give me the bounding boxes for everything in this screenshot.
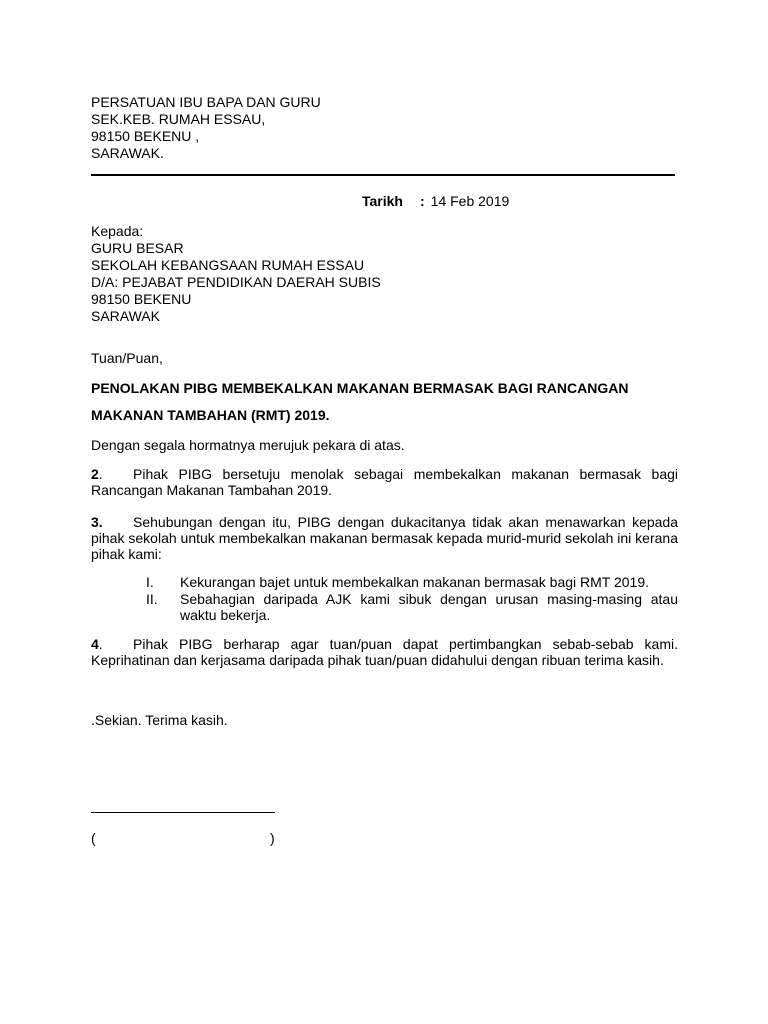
recipient-line: SEKOLAH KEBANGSAAN RUMAH ESSAU <box>91 257 365 273</box>
paragraph-number: 3. <box>91 514 103 530</box>
date-line <box>362 193 509 209</box>
salutation: Tuan/Puan, <box>91 350 163 366</box>
recipient-address <box>91 223 381 325</box>
signature-open-paren: ( <box>91 830 96 846</box>
paragraph-1: Dengan segala hormatnya merujuk pekara di atas. <box>91 437 405 453</box>
paragraph-number: 4. <box>91 636 103 652</box>
closing-remark: .Sekian. Terima kasih. <box>91 712 228 728</box>
paragraph-text: Pihak PIBG bersetuju menolak sebagai membekalkan makanan bermasak bagi Rancangan Makanan Tambahan 2019. <box>91 466 678 498</box>
list-item <box>146 574 678 590</box>
sender-line: SARAWAK. <box>91 145 164 161</box>
sender-line: SEK.KEB. RUMAH ESSAU, <box>91 111 266 127</box>
signature-close-paren: ) <box>270 830 275 846</box>
signature-line <box>91 812 275 813</box>
reasons-list <box>146 574 678 624</box>
list-text: Kekurangan bajet untuk membekalkan makanan bermasak bagi RMT 2019. <box>180 574 650 590</box>
header-divider <box>91 174 675 176</box>
sender-line: PERSATUAN IBU BAPA DAN GURU <box>91 94 321 110</box>
sender-line: 98150 BEKENU , <box>91 128 200 144</box>
subject-line: MAKANAN TAMBAHAN (RMT) 2019. <box>91 407 330 423</box>
subject-line: PENOLAKAN PIBG MEMBEKALKAN MAKANAN BERMASAK BAGI RANCANGAN <box>91 380 629 396</box>
paragraph-3 <box>91 514 678 562</box>
date-label: Tarikh <box>362 193 403 209</box>
recipient-line: SARAWAK <box>91 308 160 324</box>
paragraph-number: 2. <box>91 466 103 482</box>
list-numeral: I. <box>146 574 154 590</box>
paragraph-4 <box>91 636 678 668</box>
date-colon: : <box>420 193 425 209</box>
recipient-line: D/A: PEJABAT PENDIDIKAN DAERAH SUBIS <box>91 274 381 290</box>
paragraph-text: Pihak PIBG berharap agar tuan/puan dapat pertimbangkan sebab-sebab kami. Keprihatinan dan kerjasama daripada pihak tuan/puan didahului dengan ribuan terima kasih. <box>91 636 678 668</box>
list-item <box>146 591 678 623</box>
paragraph-text: Sehubungan dengan itu, PIBG dengan dukacitanya tidak akan menawarkan kepada pihak sekolah untuk membekalkan makanan bermasak kepada murid-murid sekolah ini kerana pihak kami: <box>91 514 678 562</box>
recipient-line: 98150 BEKENU <box>91 291 192 307</box>
list-numeral: II. <box>146 591 158 607</box>
date-value: 14 Feb 2019 <box>430 193 510 209</box>
paragraph-2 <box>91 466 678 498</box>
list-text: Sebahagian daripada AJK kami sibuk dengan urusan masing-masing atau waktu bekerja. <box>180 591 678 623</box>
sender-address <box>91 94 321 162</box>
recipient-line: Kepada: <box>91 223 144 239</box>
recipient-line: GURU BESAR <box>91 240 184 256</box>
